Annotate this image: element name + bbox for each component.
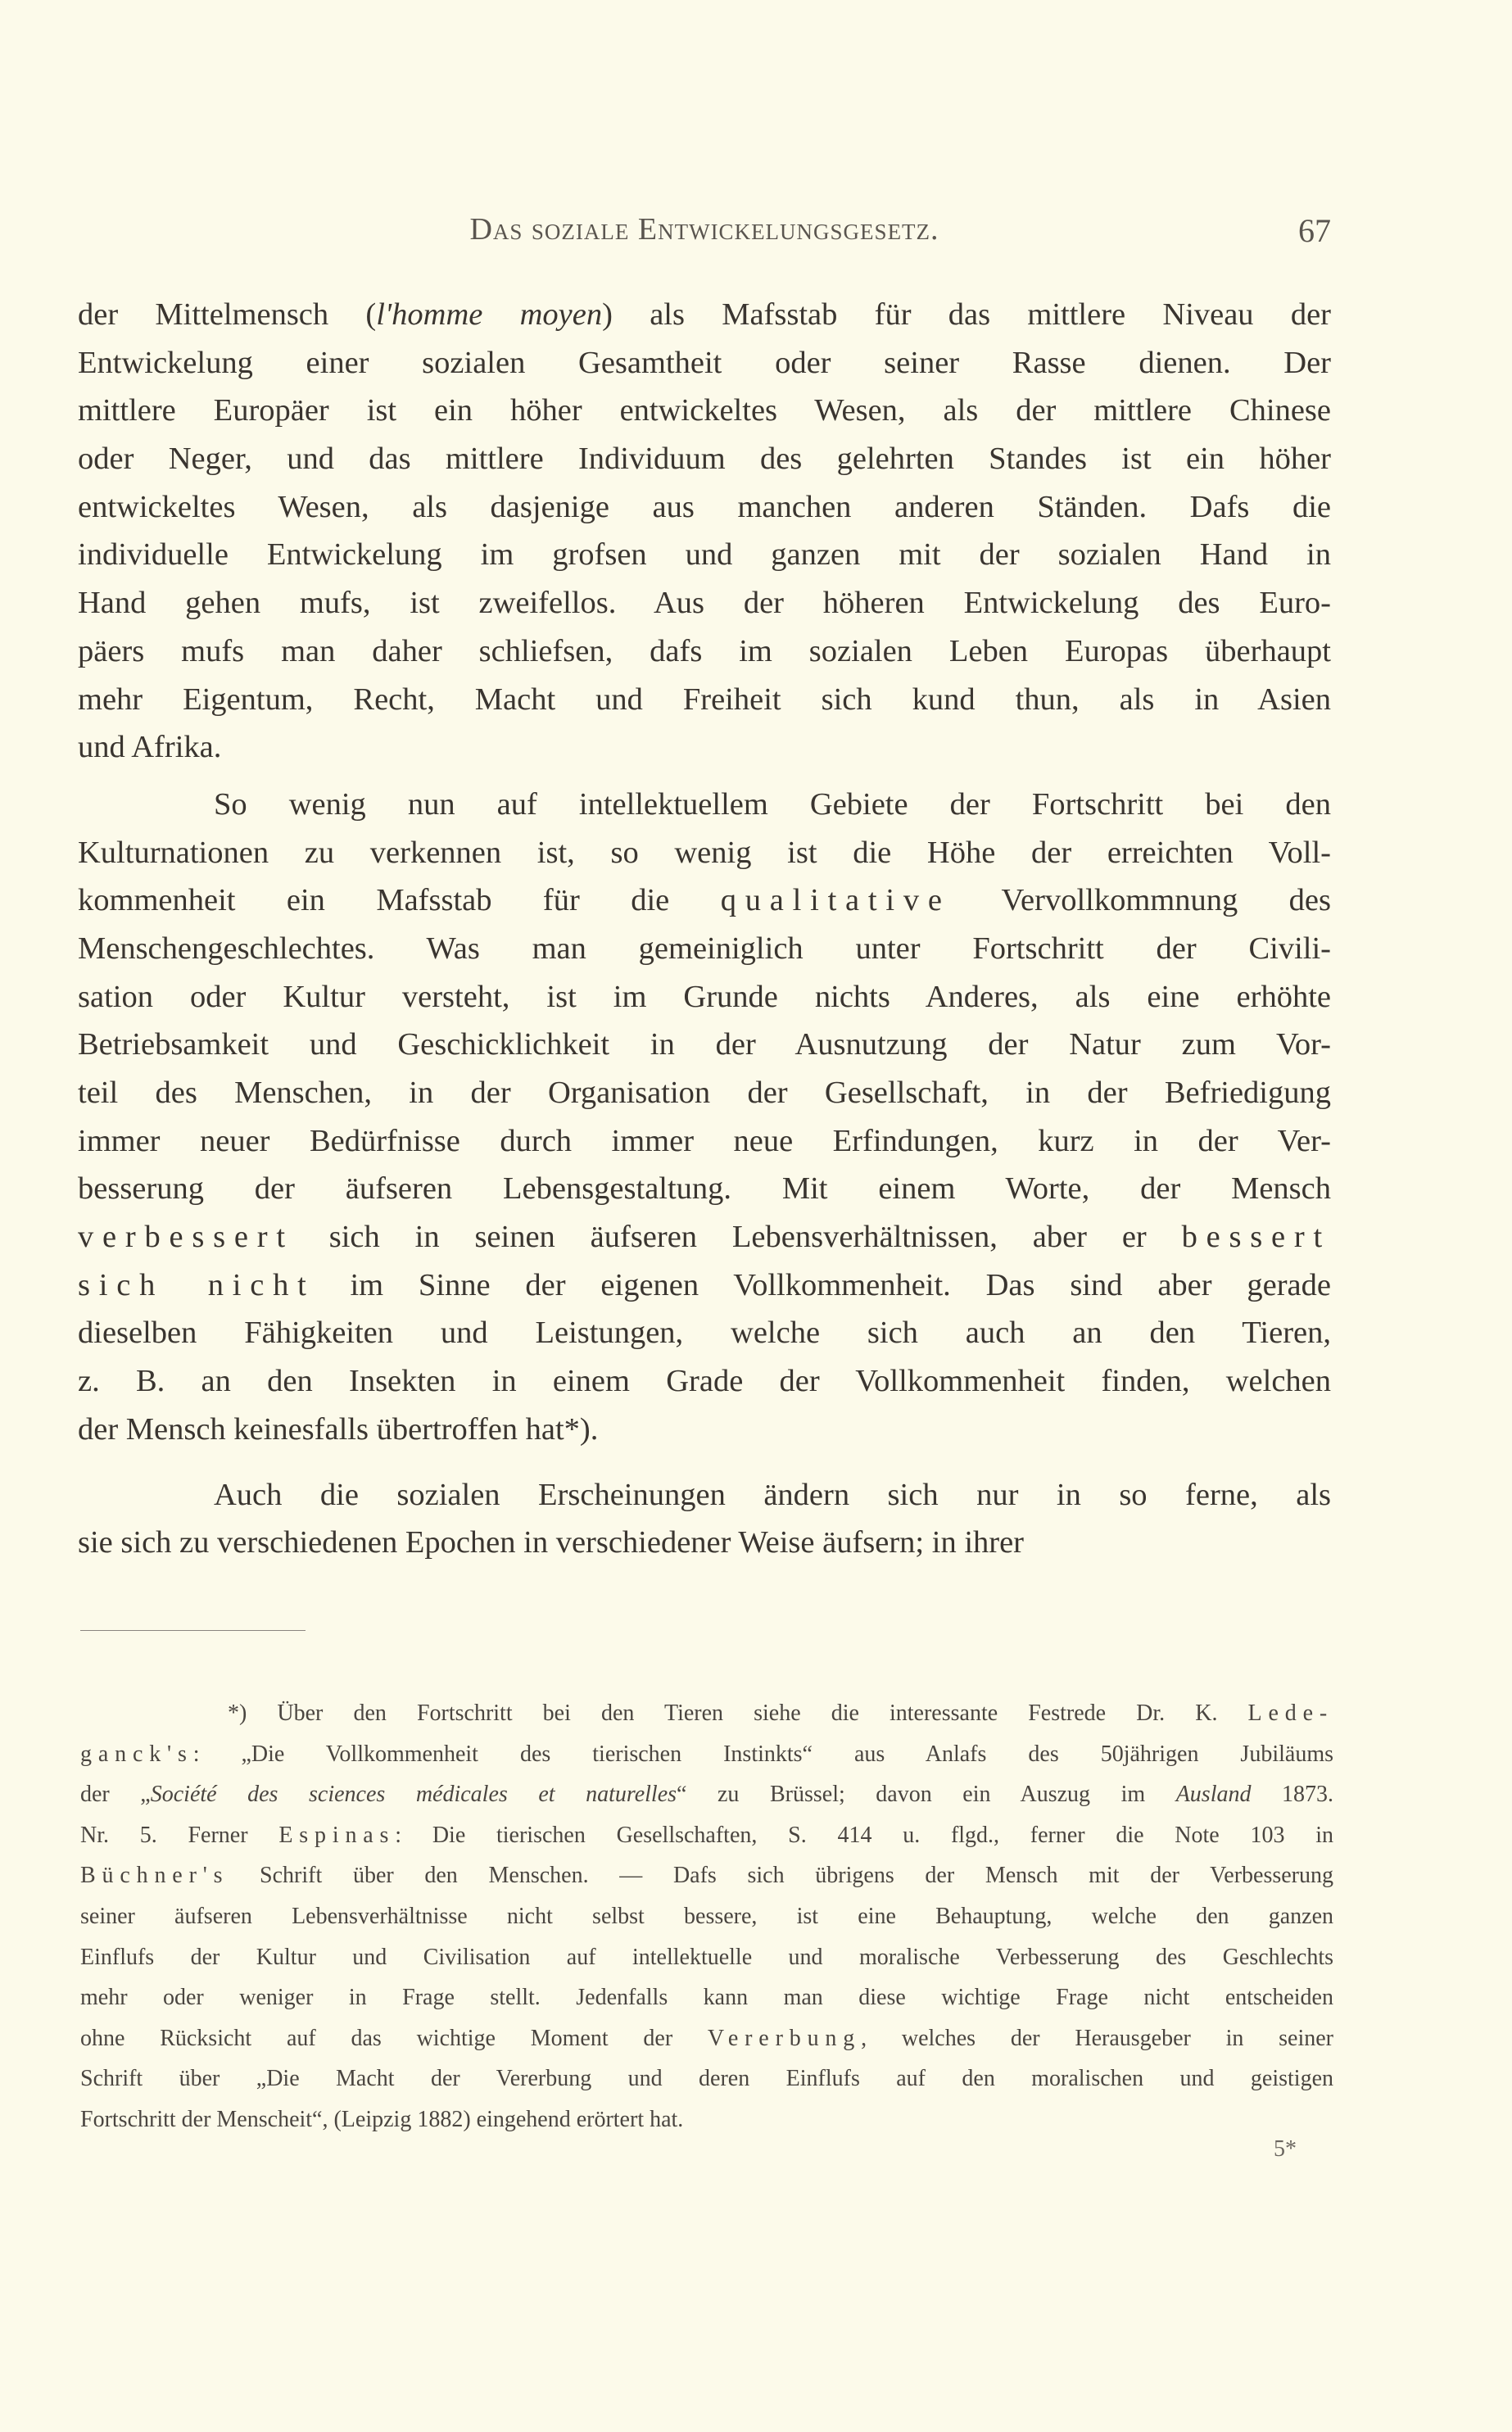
spaced-emphasis-text: bessert [1181, 1220, 1331, 1255]
text-segment: “ zu Brüssel; davon ein Auszug im [677, 1782, 1176, 1808]
text-segment: Betriebsamkeit und Geschicklichkeit in der Ausnutzung der Natur zum Vor- [78, 1027, 1331, 1062]
text-segment: Menschengeschlechtes. Was man gemeiniglich unter Fortschritt der Civili- [78, 931, 1331, 966]
text-line [80, 1855, 1333, 1896]
text-segment: ohne Rücksicht auf das wichtige Moment der [80, 2025, 708, 2051]
spaced-emphasis-text: Espinas [278, 1822, 396, 1848]
text-line [80, 2018, 1333, 2059]
text-line [78, 483, 1331, 532]
paragraph [78, 781, 1331, 1454]
text-line [78, 925, 1331, 973]
text-segment: Vervollkommnung des [950, 883, 1331, 918]
text-segment: So wenig nun auf intellektuellem Gebiete der Fortschritt bei den [214, 786, 1331, 822]
text-segment: entwickeltes Wesen, als dasjenige aus manchen anderen Ständen. Dafs die [78, 489, 1331, 524]
text-segment: Einflufs der Kultur und Civilisation auf intellektuelle und moralische Verbesserung des Geschlechts [80, 1944, 1333, 1970]
text-line [78, 1309, 1331, 1357]
text-segment: besserung der äufseren Lebensgestaltung. Mit einem Worte, der Mensch [78, 1171, 1331, 1207]
text-line [78, 1406, 1331, 1454]
text-line [78, 781, 1331, 829]
text-line [78, 829, 1331, 877]
text-segment: Entwickelung einer sozialen Gesamtheit oder seiner Rasse dienen. Der [78, 345, 1331, 380]
text-line [78, 291, 1331, 339]
text-segment: oder Neger, und das mittlere Individuum des gelehrten Standes ist ein höher [78, 442, 1331, 477]
text-line [78, 876, 1331, 925]
text-segment: ) als Mafsstab für das mittlere Niveau der [602, 297, 1331, 332]
text-segment: kommenheit ein Mafsstab für die [78, 883, 721, 918]
text-segment: Hand gehen mufs, ist zweifellos. Aus der höheren Entwickelung des Euro- [78, 586, 1331, 621]
text-segment: mehr oder weniger in Frage stellt. Jedenfalls kann man diese wichtige Frage nicht entscheiden [80, 1985, 1333, 2011]
text-line [80, 1734, 1333, 1775]
text-segment: z. B. an den Insekten in einem Grade der Vollkommenheit finden, welchen [78, 1364, 1331, 1399]
text-line [78, 676, 1331, 724]
text-line [78, 1519, 1331, 1567]
text-line [78, 627, 1331, 676]
text-line [78, 339, 1331, 387]
text-segment: sich in seinen äufseren Lebensverhältnissen, aber er [293, 1220, 1182, 1255]
text-segment: : Die tierischen Gesellschaften, S. 414 u. flgd., ferner die Note 103 in [395, 1822, 1334, 1848]
text-line [80, 1977, 1333, 2018]
text-segment: Nr. 5. Ferner [80, 1822, 279, 1848]
text-line [80, 1896, 1333, 1937]
text-segment: mittlere Europäer ist ein höher entwickeltes Wesen, als der mittlere Chinese [78, 393, 1331, 428]
spaced-emphasis-text: Vererbung [707, 2025, 862, 2051]
text-segment: und Afrika. [78, 730, 222, 765]
italic-text: l'homme moyen [376, 297, 603, 332]
text-segment: , welches der Herausgeber in seiner [861, 2025, 1333, 2051]
paragraph [78, 1471, 1331, 1567]
text-line [80, 1774, 1333, 1815]
spaced-emphasis-text: sich nicht [78, 1267, 315, 1302]
text-line [78, 1165, 1331, 1213]
text-segment: im Sinne der eigenen Vollkommenheit. Das sind aber gerade [315, 1267, 1331, 1302]
text-segment: sie sich zu verschiedenen Epochen in verschiedener Weise äufsern; in ihrer [78, 1525, 1024, 1560]
paragraph [78, 291, 1331, 772]
running-title: Das soziale Entwickelungsgesetz. [469, 212, 939, 247]
text-segment: individuelle Entwickelung im grofsen und ganzen mit der sozialen Hand in [78, 537, 1331, 573]
text-line [80, 1693, 1333, 1734]
text-line [78, 973, 1331, 1021]
text-segment: Kulturnationen zu verkennen ist, so wenig ist die Höhe der erreichten Voll- [78, 835, 1331, 870]
text-segment: Schrift über „Die Macht der Vererbung und deren Einflufs auf den moralischen und geistigen [80, 2066, 1333, 2092]
text-segment: Fortschritt der Menscheit“, (Leipzig 1882) eingehend erörtert hat. [80, 2106, 684, 2132]
text-segment: päers mufs man daher schliefsen, dafs im sozialen Leben Europas überhaupt [78, 633, 1331, 668]
text-line [78, 1021, 1331, 1069]
text-line [78, 1471, 1331, 1519]
spaced-emphasis-text: ganck's [80, 1741, 193, 1767]
text-segment: mehr Eigentum, Recht, Macht und Freiheit sich kund thun, als in Asien [78, 682, 1331, 717]
text-segment: dieselben Fähigkeiten und Leistungen, welche sich auch an den Tieren, [78, 1316, 1331, 1351]
spaced-emphasis-text: Büchner's [80, 1863, 229, 1889]
text-segment: der Mensch keinesfalls übertroffen hat*). [78, 1411, 599, 1447]
italic-text: Ausland [1175, 1782, 1252, 1808]
page-number: 67 [1298, 212, 1331, 249]
text-line [80, 2058, 1333, 2099]
text-segment: sation oder Kultur versteht, ist im Grunde nichts Anderes, als eine erhöhte [78, 979, 1331, 1014]
text-line [78, 531, 1331, 579]
text-line [78, 579, 1331, 627]
text-line [78, 387, 1331, 435]
body-text [78, 291, 1331, 1567]
text-line [78, 435, 1331, 483]
text-segment: teil des Menschen, in der Organisation der Gesellschaft, in der Befriedigung [78, 1076, 1331, 1110]
text-segment: : „Die Vollkommenheit des tierischen Instinkts“ aus Anlafs des 50jährigen Jubiläums [192, 1741, 1333, 1767]
text-line [78, 1213, 1331, 1261]
page-header [78, 211, 1331, 252]
text-line [78, 723, 1331, 772]
footnote [80, 1693, 1333, 2140]
text-line [80, 1937, 1333, 1978]
italic-text: Société des sciences médicales et naturelles [150, 1782, 677, 1808]
text-line [80, 1815, 1333, 1856]
text-segment: Schrift über den Menschen. — Dafs sich übrigens der Mensch mit der Verbesserung [229, 1863, 1333, 1889]
text-line [80, 2099, 1333, 2140]
spaced-emphasis-text: Lede- [1247, 1701, 1333, 1726]
text-segment: 1873. [1251, 1782, 1334, 1808]
text-segment: der „ [80, 1782, 151, 1808]
text-segment: der Mittelmensch ( [78, 297, 377, 332]
text-segment: seiner äufseren Lebensverhältnisse nicht selbst bessere, ist eine Behauptung, welche den ganzen [80, 1903, 1333, 1929]
text-line [78, 1069, 1331, 1117]
text-segment: *) Über den Fortschritt bei den Tieren siehe die interessante Festrede Dr. K. [228, 1701, 1248, 1726]
footnote-separator [80, 1630, 306, 1631]
spaced-emphasis-text: verbessert [78, 1220, 294, 1255]
text-line [78, 1357, 1331, 1406]
spaced-emphasis-text: qualitative [720, 883, 951, 918]
signature-mark: 5* [1274, 2136, 1297, 2162]
text-line [78, 1117, 1331, 1166]
text-line [78, 1261, 1331, 1310]
text-segment: immer neuer Bedürfnisse durch immer neue Erfindungen, kurz in der Ver- [78, 1123, 1331, 1158]
text-segment: Auch die sozialen Erscheinungen ändern sich nur in so ferne, als [214, 1477, 1331, 1512]
